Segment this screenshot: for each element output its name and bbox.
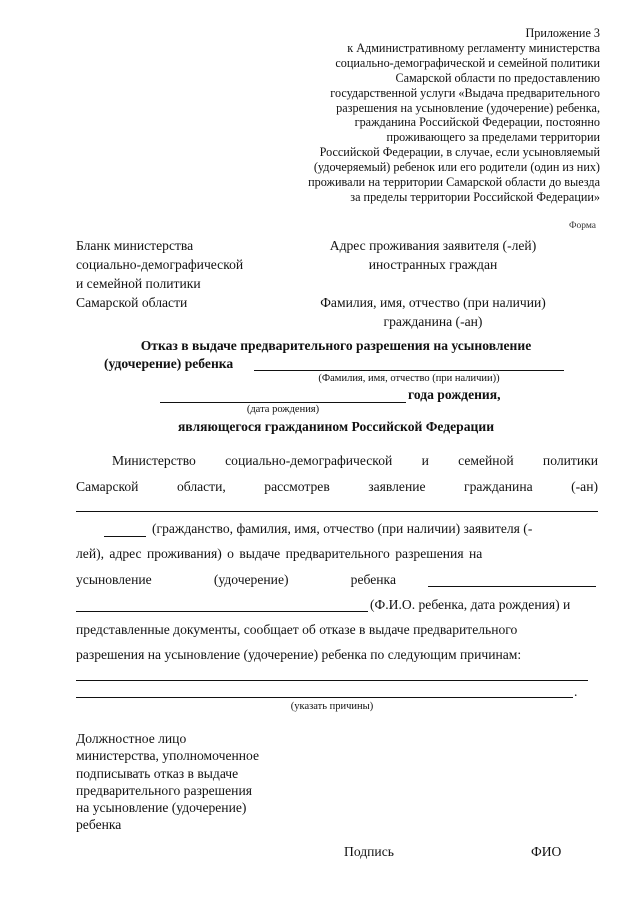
birth-year-label: года рождения, bbox=[408, 387, 501, 402]
body-line-9: разрешения на усыновление (удочерение) ребенка по следующим причинам: bbox=[76, 647, 522, 662]
appendix-line: Российской Федерации, в случае, если усыновляемый bbox=[319, 145, 600, 160]
reasons-line-1 bbox=[76, 680, 588, 681]
appendix-line: проживали на территории Самарской области до выезда bbox=[308, 175, 600, 190]
appendix-line: (удочеряемый) ребенок или его родители (один из них) bbox=[313, 160, 600, 175]
body-word: ребенка bbox=[350, 572, 396, 587]
birth-date-hint: (дата рождения) bbox=[246, 404, 320, 415]
body-word: политики bbox=[542, 453, 598, 468]
official-line: предварительного разрешения bbox=[76, 782, 252, 798]
citizenship-line: являющегося гражданином Российской Федерации bbox=[177, 419, 495, 434]
appendix-line: Самарской области по предоставлению bbox=[395, 70, 600, 85]
official-line: подписывать отказ в выдаче bbox=[76, 765, 239, 781]
child-info-line-b bbox=[76, 611, 368, 612]
body-word: Самарской bbox=[76, 479, 139, 494]
body-word: усыновление bbox=[76, 572, 152, 587]
body-word: (-ан) bbox=[571, 479, 599, 494]
appendix-line: Приложение 3 bbox=[525, 26, 600, 40]
appendix-line: проживающего за пределами территории bbox=[386, 130, 600, 145]
document-title: Отказ в выдаче предварительного разрешения на усыновление bbox=[140, 338, 532, 353]
appendix-line: к Административному регламенту министерства bbox=[347, 40, 600, 55]
body-word: Министерство bbox=[112, 453, 196, 468]
birth-date-line bbox=[160, 402, 406, 403]
body-word: семейной bbox=[458, 453, 514, 468]
applicant-address-block bbox=[298, 236, 568, 331]
body-line-1 bbox=[112, 452, 598, 470]
reasons-line-2 bbox=[76, 697, 573, 698]
appendix-line: за пределы территории Российской Федерации» bbox=[350, 189, 600, 204]
body-word: (удочерение) bbox=[213, 572, 289, 587]
official-line: Должностное лицо bbox=[76, 731, 187, 746]
appendix-line: социально-демографической и семейной политики bbox=[335, 55, 600, 70]
letterhead-line: Бланк министерства bbox=[76, 238, 194, 253]
appendix-header bbox=[280, 26, 600, 205]
body-line-8: представленные документы, сообщает об отказе в выдаче предварительного bbox=[76, 622, 518, 637]
body-word: социально-демографической bbox=[225, 453, 393, 468]
fio-label: ФИО bbox=[531, 844, 562, 859]
body-word: и bbox=[421, 453, 429, 468]
citizenship-blank-line bbox=[104, 536, 146, 537]
reasons-period: . bbox=[574, 684, 578, 699]
document-title-line2: (удочерение) ребенка bbox=[104, 356, 234, 371]
child-info-line-a bbox=[428, 586, 596, 587]
official-line: на усыновление (удочерение) bbox=[76, 800, 247, 816]
official-block bbox=[76, 730, 259, 834]
appendix-line: государственной услуги «Выдача предварительного bbox=[330, 85, 600, 100]
letterhead-line: и семейной политики bbox=[76, 276, 201, 291]
body-word: гражданина bbox=[464, 479, 533, 494]
body-line-2 bbox=[76, 478, 598, 496]
appendix-line: разрешения на усыновление (удочерение) ребенка, bbox=[336, 100, 600, 115]
child-name-line bbox=[254, 370, 564, 371]
body-word: области, bbox=[176, 479, 226, 494]
applicant-info-line bbox=[76, 511, 598, 512]
applicant-name-line: Фамилия, имя, отчество (при наличии) bbox=[320, 295, 546, 310]
body-word: рассмотрев bbox=[264, 479, 330, 494]
official-line: ребенка bbox=[76, 817, 122, 833]
body-line-5: лей), адрес проживания) о выдаче предварительного разрешения на bbox=[76, 546, 483, 561]
child-name-hint: (Фамилия, имя, отчество (при наличии)) bbox=[318, 373, 500, 384]
address-line: Адрес проживания заявителя (-лей) bbox=[329, 238, 537, 253]
form-label: Форма bbox=[568, 221, 596, 231]
ministry-letterhead bbox=[76, 236, 243, 312]
applicant-name-line: гражданина (-ан) bbox=[383, 314, 483, 329]
body-line-4: (гражданство, фамилия, имя, отчество (при наличии) заявителя (- bbox=[152, 521, 533, 536]
body-line-7: (Ф.И.О. ребенка, дата рождения) и bbox=[370, 597, 571, 612]
reasons-hint: (указать причины) bbox=[290, 701, 374, 712]
body-line-6 bbox=[76, 571, 396, 589]
address-line: иностранных граждан bbox=[368, 257, 498, 272]
letterhead-line: Самарской области bbox=[76, 295, 188, 310]
body-word: заявление bbox=[368, 479, 426, 494]
signature-label: Подпись bbox=[344, 844, 394, 859]
official-line: министерства, уполномоченное bbox=[76, 748, 260, 764]
letterhead-line: социально-демографической bbox=[76, 257, 244, 272]
appendix-line: гражданина Российской Федерации, постоянно bbox=[354, 115, 600, 130]
